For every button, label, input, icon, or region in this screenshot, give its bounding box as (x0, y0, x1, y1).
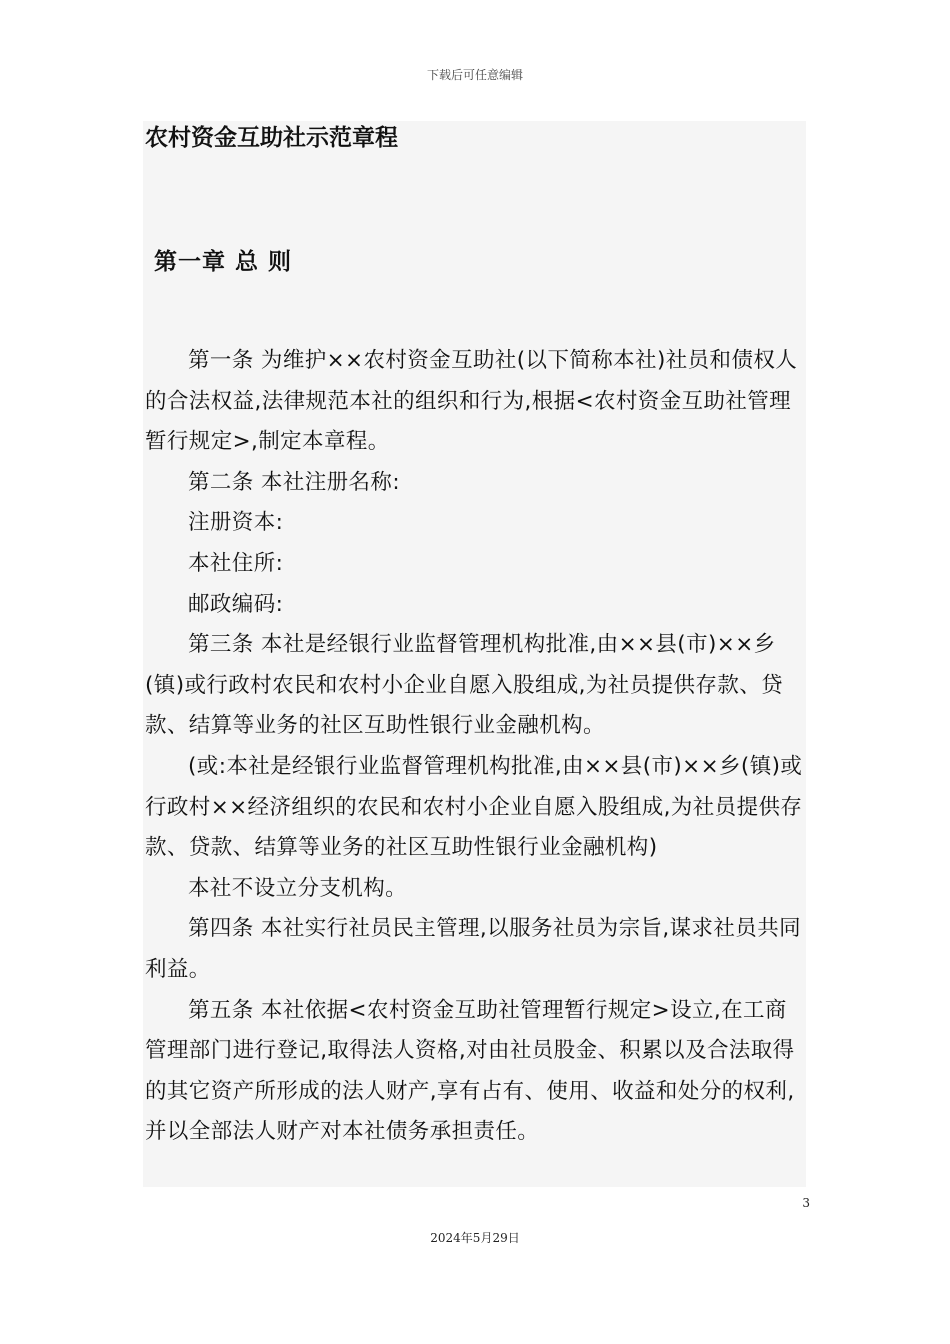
no-branches: 本社不设立分支机构。 (188, 875, 408, 901)
article-4: 第四条 本社实行社员民主管理,以服务社员为宗旨,谋求社员共同利益。 (145, 916, 802, 982)
page-number: 3 (802, 1196, 810, 1210)
footer-date: 2024年5月29日 (430, 1231, 520, 1245)
chapter-title: 第一章 总 则 (154, 249, 293, 275)
article-1: 第一条 为维护××农村资金互助社(以下简称本社)社员和债权人的合法权益,法律规范本社的组织和行为,根据<农村资金互助社管理暂行规定>,制定本章程。 (145, 348, 798, 455)
article-3: 第三条 本社是经银行业监督管理机构批准,由××县(市)××乡(镇)或行政村农民和农村小企业自愿入股组成,为社员提供存款、贷款、结算等业务的社区互助性银行业金融机构。 (145, 632, 784, 739)
registered-capital: 注册资本: (188, 510, 284, 536)
article-2: 第二条 本社注册名称: (188, 469, 400, 495)
postal-code: 邮政编码: (188, 591, 284, 617)
article-3-alternative: (或:本社是经银行业监督管理机构批准,由××县(市)××乡(镇)或行政村××经济组织的农民和农村小企业自愿入股组成,为社员提供存款、贷款、结算等业务的社区互助性银行业金融机构) (145, 753, 803, 861)
body-text (145, 341, 805, 1153)
article-5: 第五条 本社依据<农村资金互助社管理暂行规定>设立,在工商管理部门进行登记,取得法人资格,对由社员股金、积累以及合法取得的其它资产所形成的法人财产,享有占有、使用、收益和处分的权利,并以全部法人财产对本社债务承担责任。 (145, 997, 795, 1145)
document-title: 农村资金互助社示范章程 (145, 125, 398, 151)
address: 本社住所: (188, 550, 284, 576)
header-note: 下载后可任意编辑 (426, 68, 523, 82)
